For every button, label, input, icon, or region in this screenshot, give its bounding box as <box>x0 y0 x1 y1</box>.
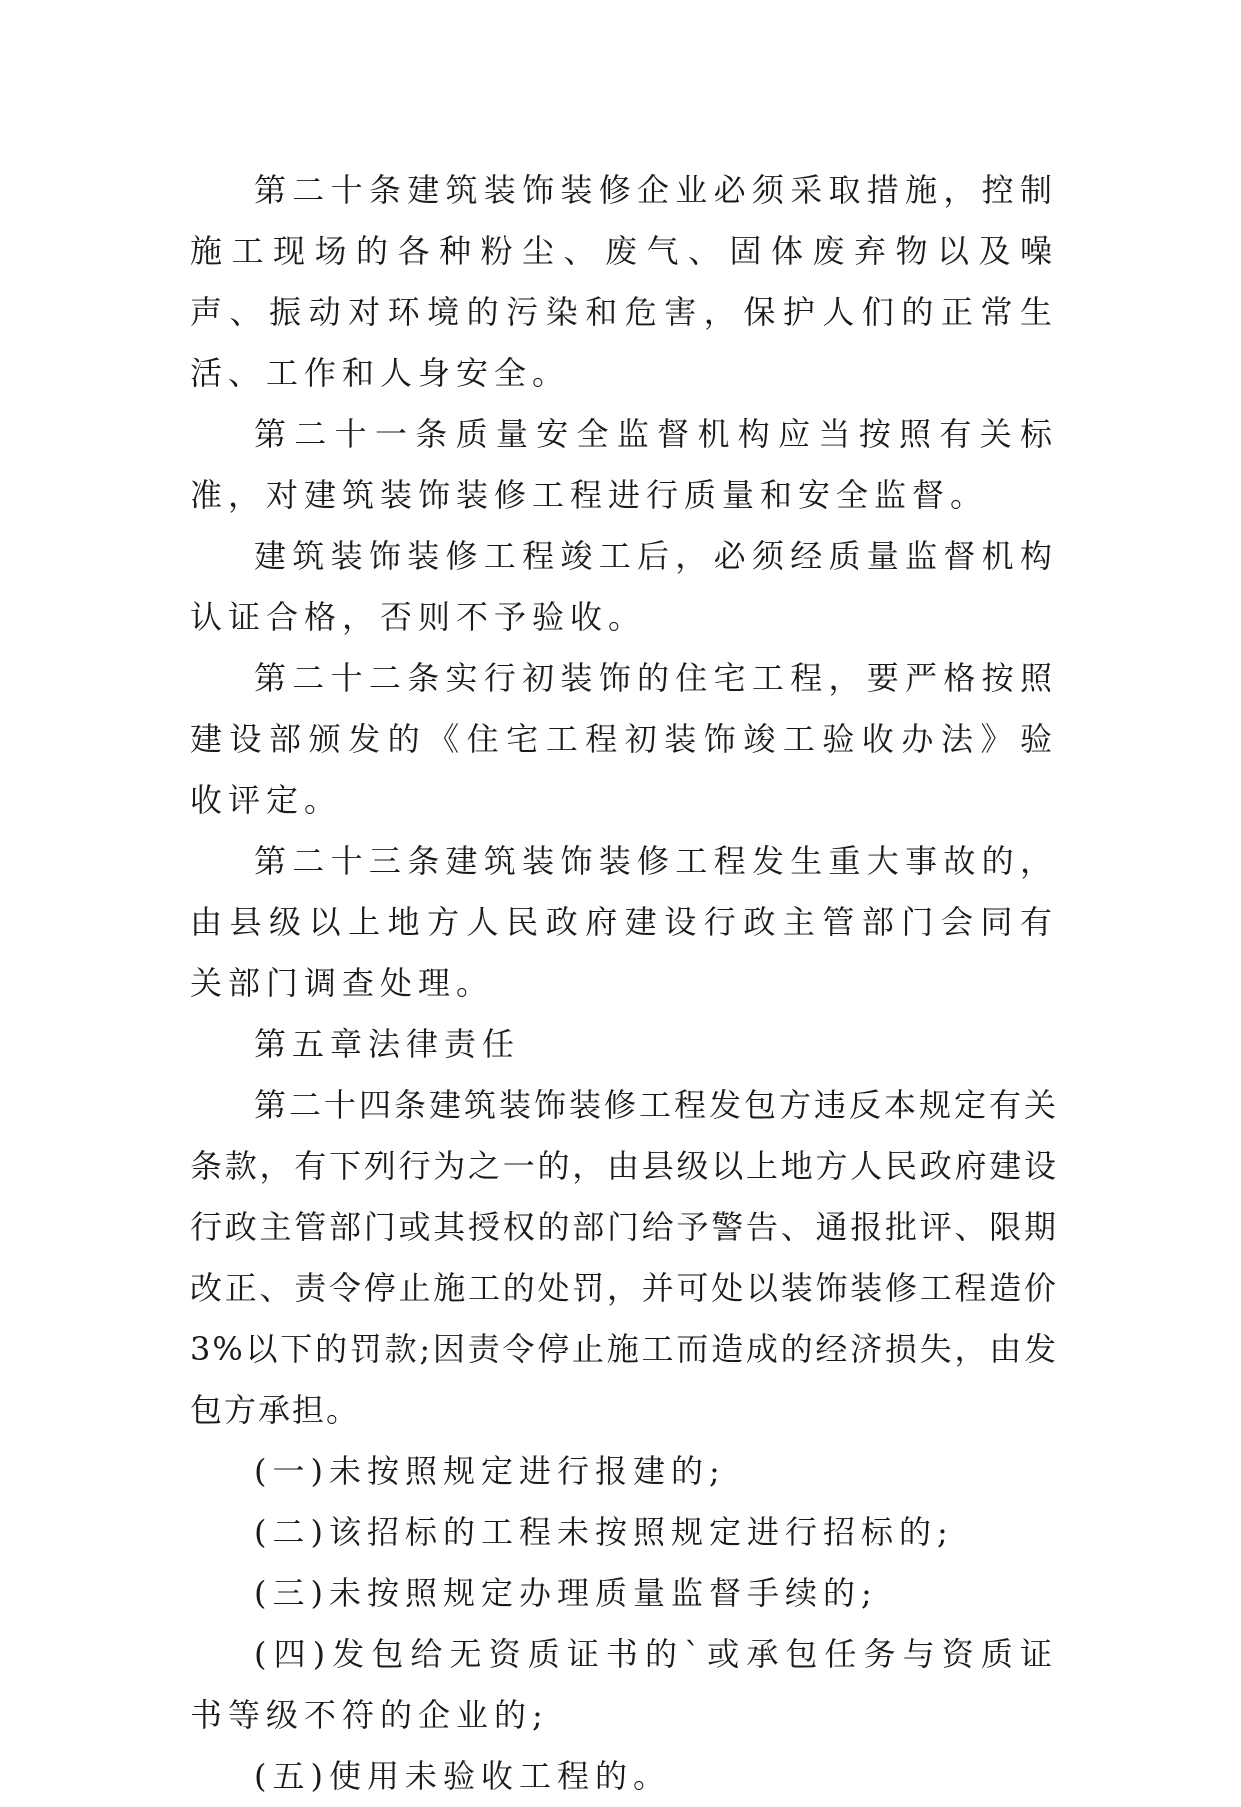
list-item-4: (四)发包给无资质证书的`或承包任务与资质证书等级不符的企业的; <box>190 1635 1058 1734</box>
list-item-1: (一)未按照规定进行报建的; <box>254 1452 726 1490</box>
paragraph-article-22: 第二十二条实行初装饰的住宅工程，要严格按照建设部颁发的《住宅工程初装饰竣工验收办法》验收评定。 <box>190 659 1058 819</box>
paragraph-article-24: 第二十四条建筑装饰装修工程发包方违反本规定有关条款，有下列行为之一的，由县级以上地方人民政府建设行政主管部门或其授权的部门给予警告、通报批评、限期改正、责令停止施工的处罚，并可处以装饰装修工程造价3%以下的罚款;因责令停止施工而造成的经济损失，由发包方承担。 <box>190 1086 1058 1429</box>
list-item-3: (三)未按照规定办理质量监督手续的; <box>254 1574 878 1612</box>
paragraph-article-23: 第二十三条建筑装饰装修工程发生重大事故的，由县级以上地方人民政府建设行政主管部门会同有关部门调查处理。 <box>190 842 1058 1002</box>
paragraph-article-21: 第二十一条质量安全监督机构应当按照有关标准，对建筑装饰装修工程进行质量和安全监督。 <box>190 415 1058 514</box>
paragraph-article-20: 第二十条建筑装饰装修企业必须采取措施，控制施工现场的各种粉尘、废气、固体废弃物以及噪声、振动对环境的污染和危害，保护人们的正常生活、工作和人身安全。 <box>190 171 1058 392</box>
list-item-5: (五)使用未验收工程的。 <box>254 1757 671 1795</box>
chapter-heading: 第五章法律责任 <box>254 1025 521 1063</box>
paragraph-completion-acceptance: 建筑装饰装修工程竣工后，必须经质量监督机构认证合格，否则不予验收。 <box>190 537 1058 636</box>
list-item-2: (二)该招标的工程未按照规定进行招标的; <box>254 1513 954 1551</box>
document-page <box>190 160 1058 1807</box>
